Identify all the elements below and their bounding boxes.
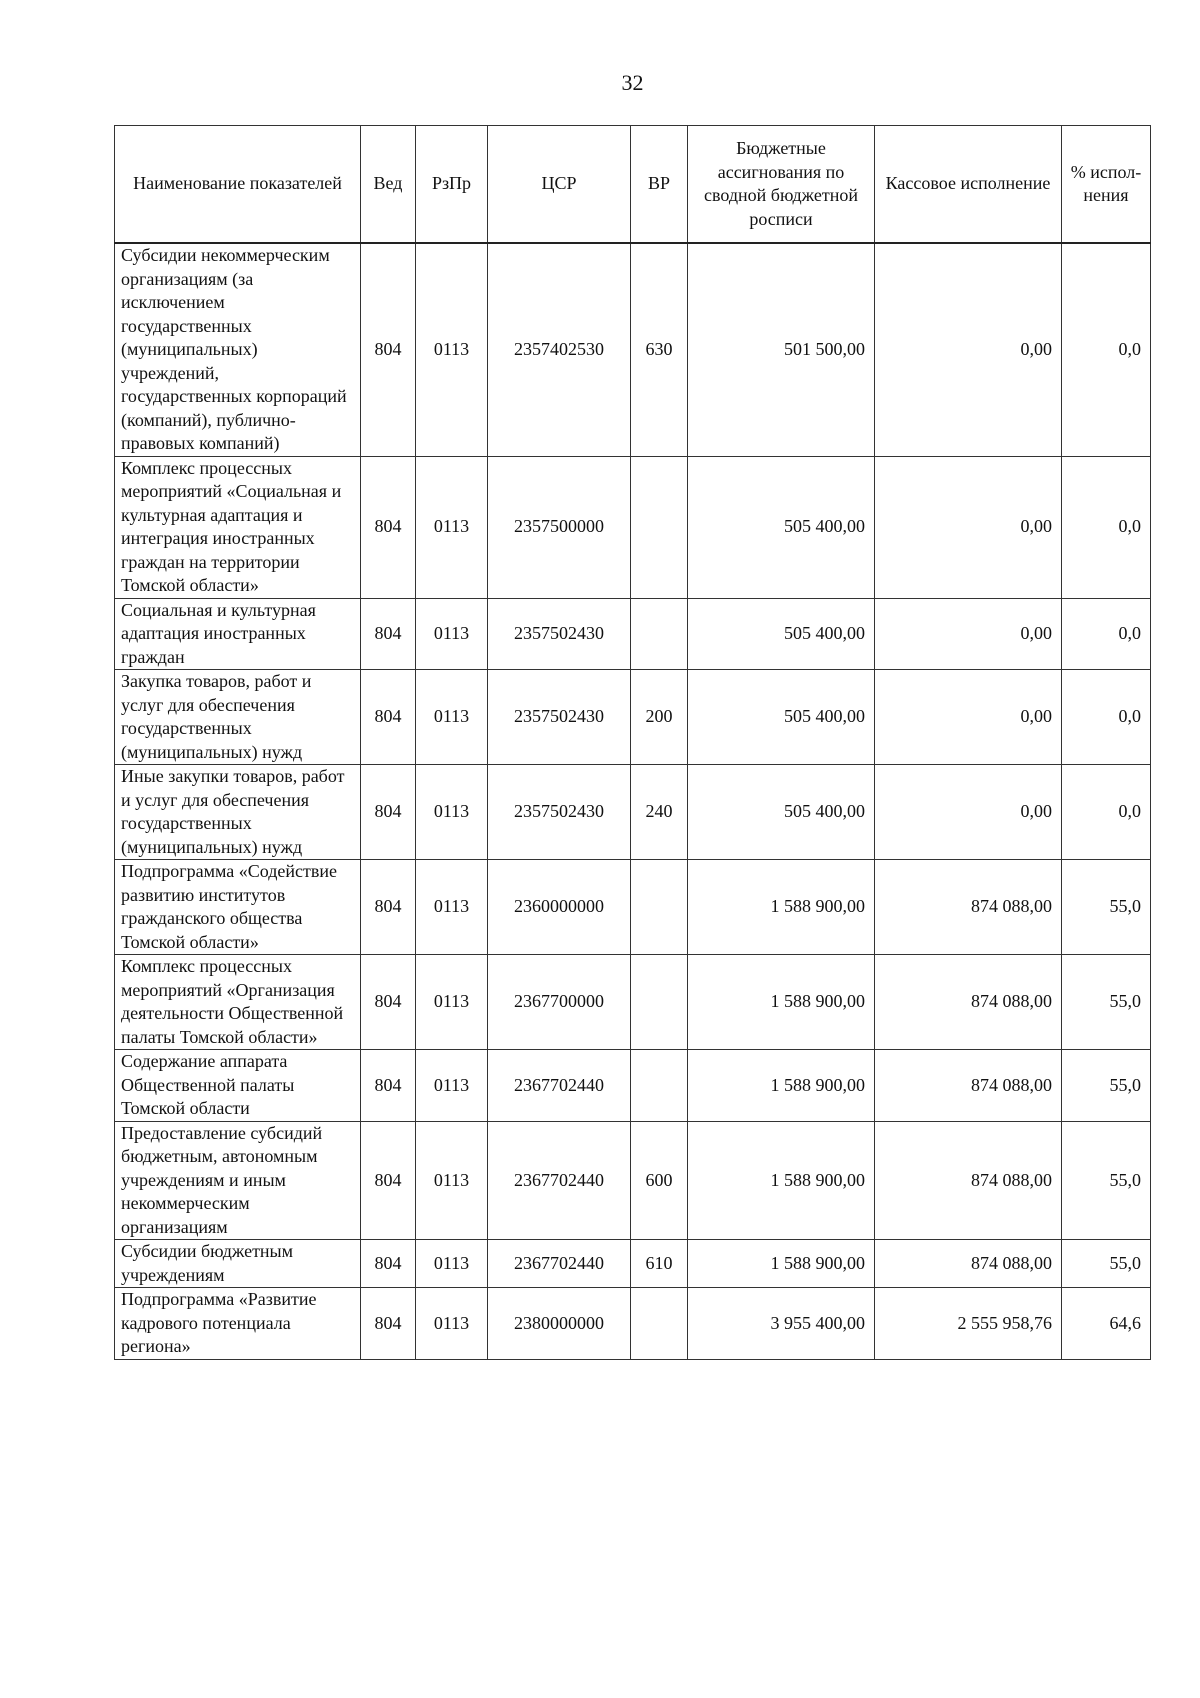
- cell-cash: 0,00: [875, 243, 1062, 456]
- cell-rzpr: 0113: [416, 1288, 488, 1360]
- cell-assignments: 505 400,00: [688, 670, 875, 765]
- table-row: [115, 1240, 1151, 1288]
- cell-name: Подпрограмма «Содействие развитию институтов гражданского общества Томской области»: [115, 860, 361, 955]
- cell-rzpr: 0113: [416, 1050, 488, 1122]
- cell-csr: 2357502430: [488, 598, 631, 670]
- header-ved: Вед: [361, 126, 416, 244]
- table-row: [115, 1121, 1151, 1240]
- table-body: [115, 243, 1151, 1359]
- cell-name: Комплекс процессных мероприятий «Организация деятельности Общественной палаты Томской области»: [115, 955, 361, 1050]
- cell-csr: 2357502430: [488, 765, 631, 860]
- header-assignments: Бюджетные ассигнования по сводной бюджетной росписи: [688, 126, 875, 244]
- cell-csr: 2360000000: [488, 860, 631, 955]
- header-percent: % испол-нения: [1062, 126, 1151, 244]
- cell-vr: [631, 860, 688, 955]
- cell-rzpr: 0113: [416, 955, 488, 1050]
- cell-cash: 874 088,00: [875, 860, 1062, 955]
- cell-ved: 804: [361, 243, 416, 456]
- cell-ved: 804: [361, 456, 416, 598]
- cell-rzpr: 0113: [416, 765, 488, 860]
- cell-cash: 874 088,00: [875, 1121, 1062, 1240]
- cell-vr: [631, 598, 688, 670]
- cell-assignments: 1 588 900,00: [688, 1121, 875, 1240]
- cell-csr: 2357402530: [488, 243, 631, 456]
- table-row: [115, 955, 1151, 1050]
- cell-csr: 2367702440: [488, 1050, 631, 1122]
- cell-ved: 804: [361, 598, 416, 670]
- cell-vr: 240: [631, 765, 688, 860]
- cell-csr: 2367700000: [488, 955, 631, 1050]
- cell-percent: 0,0: [1062, 765, 1151, 860]
- table-row: [115, 598, 1151, 670]
- cell-name: Иные закупки товаров, работ и услуг для обеспечения государственных (муниципальных) нужд: [115, 765, 361, 860]
- cell-vr: [631, 1288, 688, 1360]
- cell-percent: 0,0: [1062, 598, 1151, 670]
- cell-rzpr: 0113: [416, 243, 488, 456]
- cell-cash: 2 555 958,76: [875, 1288, 1062, 1360]
- table-row: [115, 860, 1151, 955]
- cell-csr: 2367702440: [488, 1240, 631, 1288]
- cell-ved: 804: [361, 860, 416, 955]
- cell-cash: 874 088,00: [875, 1240, 1062, 1288]
- cell-name: Субсидии некоммерческим организациям (за исключением государственных (муниципальных) учреждений, государственных корпораций (компаний), публично-правовых компаний): [115, 243, 361, 456]
- page-number: 32: [621, 70, 644, 95]
- cell-percent: 0,0: [1062, 243, 1151, 456]
- cell-ved: 804: [361, 955, 416, 1050]
- cell-csr: 2357502430: [488, 670, 631, 765]
- cell-vr: [631, 955, 688, 1050]
- cell-assignments: 501 500,00: [688, 243, 875, 456]
- cell-name: Содержание аппарата Общественной палаты Томской области: [115, 1050, 361, 1122]
- table-header-row: [115, 126, 1151, 244]
- cell-vr: 610: [631, 1240, 688, 1288]
- cell-name: Социальная и культурная адаптация иностранных граждан: [115, 598, 361, 670]
- table-row: [115, 670, 1151, 765]
- cell-csr: 2367702440: [488, 1121, 631, 1240]
- cell-percent: 55,0: [1062, 1050, 1151, 1122]
- cell-vr: [631, 1050, 688, 1122]
- cell-name: Комплекс процессных мероприятий «Социальная и культурная адаптация и интеграция иностранных граждан на территории Томской области»: [115, 456, 361, 598]
- cell-percent: 55,0: [1062, 955, 1151, 1050]
- cell-assignments: 505 400,00: [688, 598, 875, 670]
- cell-rzpr: 0113: [416, 1121, 488, 1240]
- cell-percent: 0,0: [1062, 670, 1151, 765]
- cell-name: Субсидии бюджетным учреждениям: [115, 1240, 361, 1288]
- cell-assignments: 1 588 900,00: [688, 1050, 875, 1122]
- cell-percent: 0,0: [1062, 456, 1151, 598]
- cell-assignments: 1 588 900,00: [688, 860, 875, 955]
- cell-rzpr: 0113: [416, 670, 488, 765]
- cell-rzpr: 0113: [416, 1240, 488, 1288]
- cell-vr: 200: [631, 670, 688, 765]
- cell-name: Подпрограмма «Развитие кадрового потенциала региона»: [115, 1288, 361, 1360]
- cell-assignments: 1 588 900,00: [688, 955, 875, 1050]
- cell-ved: 804: [361, 1121, 416, 1240]
- cell-rzpr: 0113: [416, 598, 488, 670]
- cell-cash: 0,00: [875, 598, 1062, 670]
- cell-ved: 804: [361, 1288, 416, 1360]
- header-vr: ВР: [631, 126, 688, 244]
- table-row: [115, 1050, 1151, 1122]
- cell-percent: 55,0: [1062, 860, 1151, 955]
- cell-cash: 874 088,00: [875, 1050, 1062, 1122]
- cell-cash: 0,00: [875, 765, 1062, 860]
- table-row: [115, 243, 1151, 456]
- header-csr: ЦСР: [488, 126, 631, 244]
- cell-ved: 804: [361, 1050, 416, 1122]
- header-cash: Кассовое исполнение: [875, 126, 1062, 244]
- cell-assignments: 3 955 400,00: [688, 1288, 875, 1360]
- table-row: [115, 765, 1151, 860]
- cell-csr: 2357500000: [488, 456, 631, 598]
- cell-name: Закупка товаров, работ и услуг для обеспечения государственных (муниципальных) нужд: [115, 670, 361, 765]
- header-rzpr: РзПр: [416, 126, 488, 244]
- cell-cash: 874 088,00: [875, 955, 1062, 1050]
- cell-rzpr: 0113: [416, 860, 488, 955]
- cell-cash: 0,00: [875, 456, 1062, 598]
- budget-table: [114, 125, 1151, 1360]
- cell-vr: [631, 456, 688, 598]
- cell-cash: 0,00: [875, 670, 1062, 765]
- cell-assignments: 1 588 900,00: [688, 1240, 875, 1288]
- cell-vr: 630: [631, 243, 688, 456]
- cell-percent: 64,6: [1062, 1288, 1151, 1360]
- cell-ved: 804: [361, 765, 416, 860]
- cell-percent: 55,0: [1062, 1240, 1151, 1288]
- cell-ved: 804: [361, 1240, 416, 1288]
- cell-csr: 2380000000: [488, 1288, 631, 1360]
- cell-vr: 600: [631, 1121, 688, 1240]
- cell-rzpr: 0113: [416, 456, 488, 598]
- table-row: [115, 456, 1151, 598]
- cell-name: Предоставление субсидий бюджетным, автономным учреждениям и иным некоммерческим организациям: [115, 1121, 361, 1240]
- cell-percent: 55,0: [1062, 1121, 1151, 1240]
- cell-ved: 804: [361, 670, 416, 765]
- cell-assignments: 505 400,00: [688, 765, 875, 860]
- header-name: Наименование показателей: [115, 126, 361, 244]
- table-row: [115, 1288, 1151, 1360]
- cell-assignments: 505 400,00: [688, 456, 875, 598]
